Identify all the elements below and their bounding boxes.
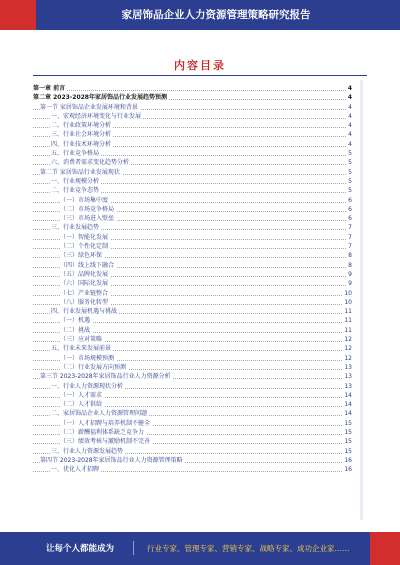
table-of-contents bbox=[33, 84, 352, 474]
toc-entry[interactable] bbox=[33, 307, 352, 316]
toc-entry-label: 六、消费者需求变化趋势分析 bbox=[51, 159, 130, 167]
toc-entry[interactable] bbox=[33, 223, 352, 232]
toc-entry[interactable] bbox=[33, 149, 352, 158]
toc-entry-label: 三、行业人力资源发展趋势 bbox=[51, 447, 124, 455]
toc-entry-label: 一、宏观经济环境变化与行业发展 bbox=[51, 112, 142, 120]
toc-entry[interactable] bbox=[33, 428, 352, 437]
toc-entry-page: 15 bbox=[344, 419, 352, 427]
toc-entry-label: （二）行业发展方向预测 bbox=[60, 363, 127, 371]
toc-entry-page: 6 bbox=[348, 215, 352, 223]
toc-entry[interactable] bbox=[33, 103, 352, 112]
toc-entry-label: （二）挑战 bbox=[60, 326, 91, 334]
toc-entry-label: 二、行业政策环境分析 bbox=[51, 122, 112, 130]
toc-entry[interactable] bbox=[33, 382, 352, 391]
toc-entry-label: 四、行业技术环境分析 bbox=[51, 140, 112, 148]
toc-entry[interactable] bbox=[33, 261, 352, 270]
toc-entry[interactable] bbox=[33, 419, 352, 428]
toc-entry[interactable] bbox=[33, 447, 352, 456]
toc-entry-page: 4 bbox=[347, 85, 352, 92]
toc-entry[interactable] bbox=[33, 409, 352, 418]
toc-entry-page: 13 bbox=[344, 382, 352, 390]
toc-entry-page: 4 bbox=[348, 122, 352, 130]
toc-entry[interactable] bbox=[33, 93, 352, 102]
side-bar bbox=[360, 80, 363, 520]
toc-entry-label: （二）人才供给 bbox=[60, 401, 103, 409]
toc-entry[interactable] bbox=[33, 140, 352, 149]
page-footer bbox=[0, 532, 400, 565]
toc-entry[interactable] bbox=[33, 158, 352, 167]
toc-entry-page: 14 bbox=[344, 401, 352, 409]
toc-entry-page: 12 bbox=[344, 354, 352, 362]
toc-entry-label: 五、行业竞争格局 bbox=[51, 150, 100, 158]
toc-entry-page: 7 bbox=[348, 243, 352, 251]
toc-entry-label: 第三节 2023-2028年家居饰品行业人力资源分析 bbox=[40, 373, 171, 381]
toc-entry[interactable] bbox=[33, 121, 352, 130]
toc-entry[interactable] bbox=[33, 279, 352, 288]
toc-entry-page: 5 bbox=[348, 187, 352, 195]
toc-entry-page: 16 bbox=[344, 466, 352, 474]
toc-entry[interactable] bbox=[33, 465, 352, 474]
toc-entry-label: （七）产业链整合 bbox=[60, 289, 109, 297]
toc-entry[interactable] bbox=[33, 326, 352, 335]
toc-entry-label: 一、行业规模分析 bbox=[51, 177, 100, 185]
footer-tagline: 行业专家、管理专家、营销专家、战略专家、成功企业家…… bbox=[147, 544, 350, 553]
toc-entry-page: 4 bbox=[348, 112, 352, 120]
toc-entry-label: 二、家居饰品企业人力资源管理问题 bbox=[51, 410, 148, 418]
toc-entry-page: 6 bbox=[348, 205, 352, 213]
toc-entry-page: 9 bbox=[348, 270, 352, 278]
toc-entry[interactable] bbox=[33, 186, 352, 195]
toc-entry-label: 第一节 家居饰品企业发展环境和背景 bbox=[40, 103, 138, 111]
toc-entry-page: 5 bbox=[348, 168, 352, 176]
toc-entry-label: （五）品牌化发展 bbox=[60, 270, 109, 278]
toc-entry-page: 14 bbox=[344, 391, 352, 399]
footer-divider bbox=[133, 541, 134, 555]
toc-entry-page: 15 bbox=[344, 428, 352, 436]
toc-entry-label: （二）薪酬福利体系缺乏竞争力 bbox=[60, 428, 145, 436]
toc-entry-label: （三）应对策略 bbox=[60, 336, 103, 344]
toc-entry-page: 12 bbox=[344, 336, 352, 344]
toc-entry[interactable] bbox=[33, 437, 352, 446]
toc-entry[interactable] bbox=[33, 130, 352, 139]
toc-entry-label: 三、行业发展趋势 bbox=[51, 224, 100, 232]
toc-entry-label: 二、行业竞争态势 bbox=[51, 187, 100, 195]
toc-entry[interactable] bbox=[33, 205, 352, 214]
toc-entry-page: 14 bbox=[344, 410, 352, 418]
toc-entry[interactable] bbox=[33, 372, 352, 381]
toc-entry-page: 15 bbox=[344, 447, 352, 455]
toc-entry-label: 第一章 前言 bbox=[33, 85, 66, 92]
toc-entry-label: （一）智能化发展 bbox=[60, 233, 109, 241]
toc-title: 内容目录 bbox=[174, 59, 226, 72]
toc-entry[interactable] bbox=[33, 177, 352, 186]
toc-entry[interactable] bbox=[33, 168, 352, 177]
toc-entry-page: 13 bbox=[344, 363, 352, 371]
report-title: 家居饰品企业人力资源管理策略研究报告 bbox=[121, 9, 311, 21]
toc-entry-page: 15 bbox=[344, 438, 352, 446]
footer-accent bbox=[370, 532, 400, 565]
toc-entry-label: 三、行业社会环境分析 bbox=[51, 131, 112, 139]
toc-entry-label: 第四节 2023-2028年家居饰品行业人力资源管理策略 bbox=[40, 456, 183, 464]
toc-entry-label: 一、优化人才招聘 bbox=[51, 466, 100, 474]
toc-entry-page: 16 bbox=[344, 456, 352, 464]
toc-entry-page: 10 bbox=[344, 298, 352, 306]
toc-entry[interactable] bbox=[33, 214, 352, 223]
toc-entry-page: 11 bbox=[344, 308, 352, 316]
toc-entry-label: （六）国际化发展 bbox=[60, 280, 109, 288]
toc-entry-label: 一、行业人力资源现状分析 bbox=[51, 382, 124, 390]
toc-entry[interactable] bbox=[33, 251, 352, 260]
toc-entry-label: 第二节 家居饰品行业发展现状 bbox=[40, 168, 120, 176]
toc-entry-page: 10 bbox=[344, 289, 352, 297]
toc-entry-label: （二）市场竞争格局 bbox=[60, 205, 115, 213]
toc-entry-page: 8 bbox=[348, 261, 352, 269]
toc-entry-page: 5 bbox=[348, 177, 352, 185]
toc-entry-page: 5 bbox=[348, 159, 352, 167]
toc-entry-label: （一）人才招聘与培养机制不健全 bbox=[60, 419, 151, 427]
toc-entry-label: （一）市场集中度 bbox=[60, 196, 109, 204]
toc-entry[interactable] bbox=[33, 84, 352, 93]
toc-entry[interactable] bbox=[33, 298, 352, 307]
toc-entry-label: （一）人才需求 bbox=[60, 391, 103, 399]
toc-entry[interactable] bbox=[33, 316, 352, 325]
toc-entry[interactable] bbox=[33, 233, 352, 242]
toc-entry-page: 7 bbox=[348, 224, 352, 232]
toc-entry[interactable] bbox=[33, 354, 352, 363]
toc-entry-label: （三）绩效考核与激励机制不完善 bbox=[60, 438, 151, 446]
toc-entry-page: 11 bbox=[344, 317, 352, 325]
toc-entry-label: 第二章 2023-2028年家居饰品行业发展趋势预测 bbox=[33, 94, 167, 102]
toc-entry[interactable] bbox=[33, 391, 352, 400]
toc-entry-label: （八）服务化转型 bbox=[60, 298, 109, 306]
toc-entry-page: 7 bbox=[348, 233, 352, 241]
toc-entry-label: （二）个性化定制 bbox=[60, 243, 109, 251]
toc-entry-label: （四）线上线下融合 bbox=[60, 261, 115, 269]
toc-entry[interactable] bbox=[33, 344, 352, 353]
toc-leader-dots bbox=[33, 90, 346, 91]
toc-entry-label: （三）绿色环保 bbox=[60, 252, 103, 260]
toc-entry-page: 4 bbox=[348, 140, 352, 148]
toc-entry-page: 11 bbox=[344, 326, 352, 334]
toc-divider bbox=[33, 75, 367, 76]
toc-entry[interactable] bbox=[33, 289, 352, 298]
toc-entry-label: （一）机遇 bbox=[60, 317, 91, 325]
header-accent bbox=[0, 0, 36, 30]
toc-entry-page: 8 bbox=[348, 252, 352, 260]
toc-entry[interactable] bbox=[33, 456, 352, 465]
toc-entry-page: 6 bbox=[348, 196, 352, 204]
toc-entry[interactable] bbox=[33, 270, 352, 279]
footer-slogan: 让每个人都能成为 bbox=[46, 544, 115, 554]
toc-entry-label: 五、行业未来发展前景 bbox=[51, 345, 112, 353]
toc-entry[interactable] bbox=[33, 363, 352, 372]
toc-entry[interactable] bbox=[33, 242, 352, 251]
toc-entry-label: （一）市场规模预测 bbox=[60, 354, 115, 362]
toc-entry[interactable] bbox=[33, 400, 352, 409]
toc-entry-label: （三）市场进入壁垒 bbox=[60, 215, 115, 223]
toc-entry-page: 12 bbox=[344, 345, 352, 353]
toc-entry-page: 4 bbox=[348, 103, 352, 111]
page-header bbox=[0, 0, 400, 30]
toc-entry[interactable] bbox=[33, 196, 352, 205]
toc-entry-page: 9 bbox=[348, 280, 352, 288]
toc-entry-page: 4 bbox=[347, 94, 352, 102]
toc-entry[interactable] bbox=[33, 335, 352, 344]
toc-entry[interactable] bbox=[33, 112, 352, 121]
toc-entry-page: 13 bbox=[344, 373, 352, 381]
toc-entry-page: 4 bbox=[348, 131, 352, 139]
toc-entry-page: 5 bbox=[348, 150, 352, 158]
toc-entry-label: 四、行业发展机遇与挑战 bbox=[51, 308, 118, 316]
